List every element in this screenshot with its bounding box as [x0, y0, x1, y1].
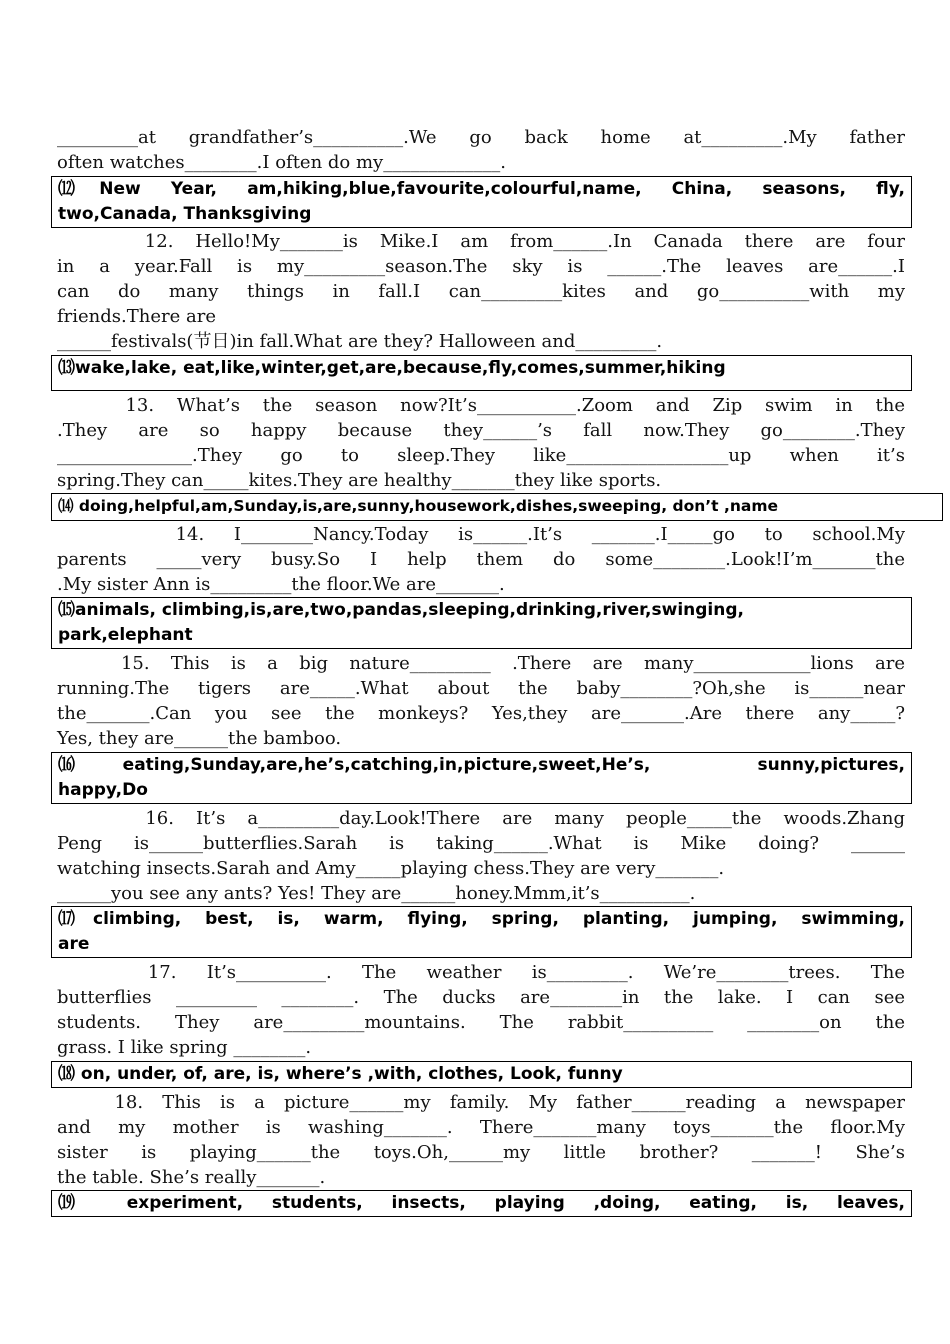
text-line: 12. Hello!My_______is Mike.I am from______.In Canada there are four — [57, 231, 905, 252]
passage-18 — [57, 1090, 905, 1190]
text-line: can do many things in fall.I can_________kites and go__________with my — [57, 281, 905, 302]
passage-13 — [57, 393, 905, 493]
text-line: _______________.They go to sleep.They like__________________up when it’s — [57, 445, 905, 466]
passage-15 — [57, 651, 905, 751]
text-line: 16. It’s a_________day.Look!There are many people_____the woods.Zhang — [57, 808, 905, 829]
text-line: .My sister Ann is_________the floor.We are_______. — [57, 574, 505, 595]
text-line: grass. I like spring ________. — [57, 1037, 312, 1058]
word-bank-15 — [51, 597, 912, 649]
word-bank-line: ⒂animals, climbing,is,are,two,pandas,sleeping,drinking,river,swinging, — [58, 600, 744, 620]
text-line: watching insects.Sarah and Amy_____playing chess.They are very_______. — [57, 858, 725, 879]
text-line: often watches________.I often do my_____________. — [57, 152, 506, 173]
word-bank-line: ⑿New Year, am,hiking,blue,favourite,colourful,name, China, seasons, fly, — [58, 179, 905, 199]
passage-11-end — [57, 125, 905, 175]
text-line: and my mother is washing_______. There_______many toys_______the floor.My — [57, 1117, 905, 1138]
text-line: sister is playing______the toys.Oh,______my little brother? _______! She’s — [57, 1142, 905, 1163]
word-bank-16 — [51, 752, 912, 804]
text-line: the_______.Can you see the monkeys? Yes,they are_______.Are there any_____? — [57, 703, 905, 724]
text-line: parents _____very busy.So I help them do some________.Look!I’m_______the — [57, 549, 905, 570]
word-bank-14 — [51, 493, 943, 521]
word-bank-line: ⒀wake,lake, eat,like,winter,get,are,because,fly,comes,summer,hiking — [58, 358, 726, 378]
passage-14 — [57, 522, 905, 597]
word-bank-line: ⒅ on, under, of, are, is, where’s ,with, clothes, Look, funny — [58, 1064, 623, 1084]
text-line: 15. This is a big nature_________ .There are many_____________lions are — [57, 653, 905, 674]
passage-17 — [57, 960, 905, 1060]
text-line: the table. She’s really_______. — [57, 1167, 326, 1188]
passage-12 — [57, 229, 905, 354]
text-line: butterflies _________ ________. The ducks are________in the lake. I can see — [57, 987, 905, 1008]
word-bank-19 — [51, 1190, 912, 1217]
text-line: ______you see any ants? Yes! They are______honey.Mmm,it’s__________. — [57, 883, 696, 904]
text-line: friends.There are — [57, 306, 216, 327]
word-bank-line: two,Canada, Thanksgiving — [58, 204, 312, 224]
word-bank-line: ⒄climbing, best, is, warm, flying, spring, planting, jumping, swimming, — [58, 909, 905, 929]
word-bank-13 — [51, 355, 912, 391]
text-line: 13. What’s the season now?It’s___________.Zoom and Zip swim in the — [57, 395, 905, 416]
word-bank-12 — [51, 176, 912, 228]
word-bank-line: happy,Do — [58, 780, 148, 800]
text-line: _________at grandfather’s__________.We go back home at_________.My father — [57, 127, 905, 148]
word-bank-line: ⒆ experiment, students, insects, playing ,doing, eating, is, leaves, — [58, 1193, 905, 1213]
text-line: 14. I________Nancy.Today is______.It’s _______.I_____go to school.My — [57, 524, 905, 545]
text-line: .They are so happy because they______’s fall now.They go________.They — [57, 420, 905, 441]
text-line: 17. It’s__________. The weather is_________. We’re________trees. The — [57, 962, 905, 983]
word-bank-line: ⒃eating,Sunday,are,he’s,catching,in,picture,sweet,He’s, sunny,pictures, — [58, 755, 905, 775]
text-line: Peng is______butterflies.Sarah is taking______.What is Mike doing? ______ — [57, 833, 905, 854]
word-bank-line: ⒁ doing,helpful,am,Sunday,is,are,sunny,housework,dishes,sweeping, don’t ,name — [58, 497, 779, 515]
word-bank-18 — [51, 1061, 912, 1088]
word-bank-17 — [51, 906, 912, 958]
text-line: ______festivals(节日)in fall.What are they? Halloween and_________. — [57, 331, 663, 352]
text-line: students. They are_________mountains. The rabbit__________ ________on the — [57, 1012, 905, 1033]
text-line: 18. This is a picture______my family. My father______reading a newspaper — [57, 1092, 905, 1113]
word-bank-line: park,elephant — [58, 625, 193, 645]
text-line: in a year.Fall is my_________season.The sky is ______.The leaves are______.I — [57, 256, 905, 277]
text-line: running.The tigers are_____.What about the baby________?Oh,she is______near — [57, 678, 905, 699]
text-line: spring.They can_____kites.They are healthy_______they like sports. — [57, 470, 662, 491]
word-bank-line: are — [58, 934, 90, 954]
text-line: Yes, they are______the bamboo. — [57, 728, 342, 749]
passage-16 — [57, 806, 905, 906]
